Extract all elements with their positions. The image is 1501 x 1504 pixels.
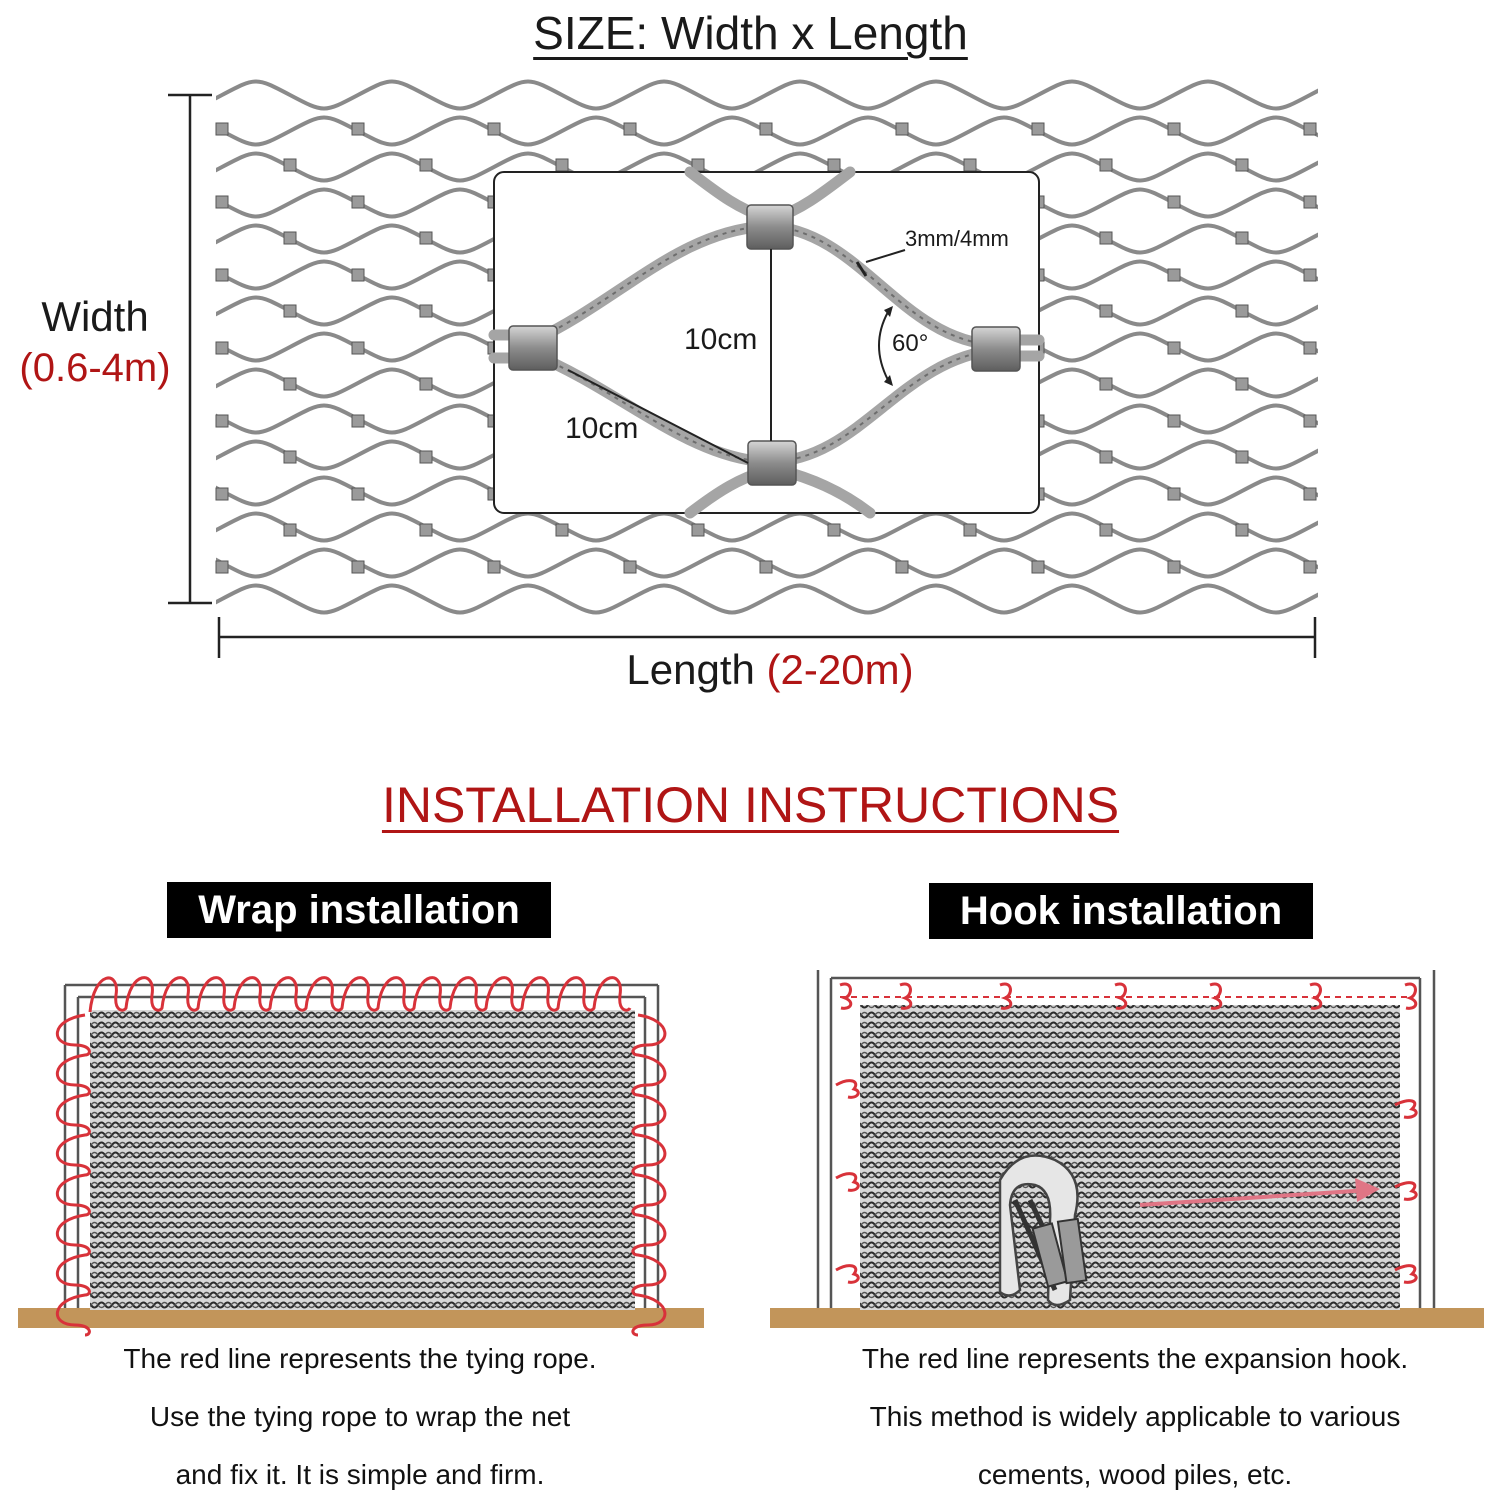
length-range: (2-20m) bbox=[766, 646, 914, 693]
mesh-detail-inset bbox=[494, 172, 1039, 513]
hook-caption-line: The red line represents the expansion hook. bbox=[861, 1343, 1409, 1374]
wrap-installation-label: Wrap installation bbox=[167, 882, 551, 938]
hook-caption-line: cements, wood piles, etc. bbox=[977, 1459, 1293, 1490]
length-label-group bbox=[400, 646, 1140, 694]
size-title: SIZE: Width x Length bbox=[533, 7, 968, 59]
wrap-caption-line: Use the tying rope to wrap the net bbox=[149, 1401, 571, 1432]
wrap-caption bbox=[20, 1330, 700, 1504]
wrap-caption-line: and fix it. It is simple and firm. bbox=[175, 1459, 545, 1490]
hook-caption bbox=[780, 1330, 1490, 1504]
wrap-caption-line: The red line represents the tying rope. bbox=[123, 1343, 597, 1374]
hook-caption-line: This method is widely applicable to various bbox=[869, 1401, 1401, 1432]
installation-title: INSTALLATION INSTRUCTIONS bbox=[381, 777, 1120, 833]
width-label: Width bbox=[41, 293, 149, 340]
length-label: Length bbox=[626, 646, 755, 693]
wrap-installation-drawing bbox=[18, 978, 704, 1335]
hook-installation-drawing bbox=[770, 970, 1484, 1328]
cable-diameter-label: 3mm/4mm bbox=[905, 226, 1009, 251]
angle-label: 60° bbox=[892, 330, 929, 357]
width-range: (0.6-4m) bbox=[19, 346, 171, 390]
mesh-height-label: 10cm bbox=[684, 323, 758, 356]
hook-installation-label: Hook installation bbox=[929, 883, 1313, 939]
mesh-side-label: 10cm bbox=[565, 412, 639, 445]
